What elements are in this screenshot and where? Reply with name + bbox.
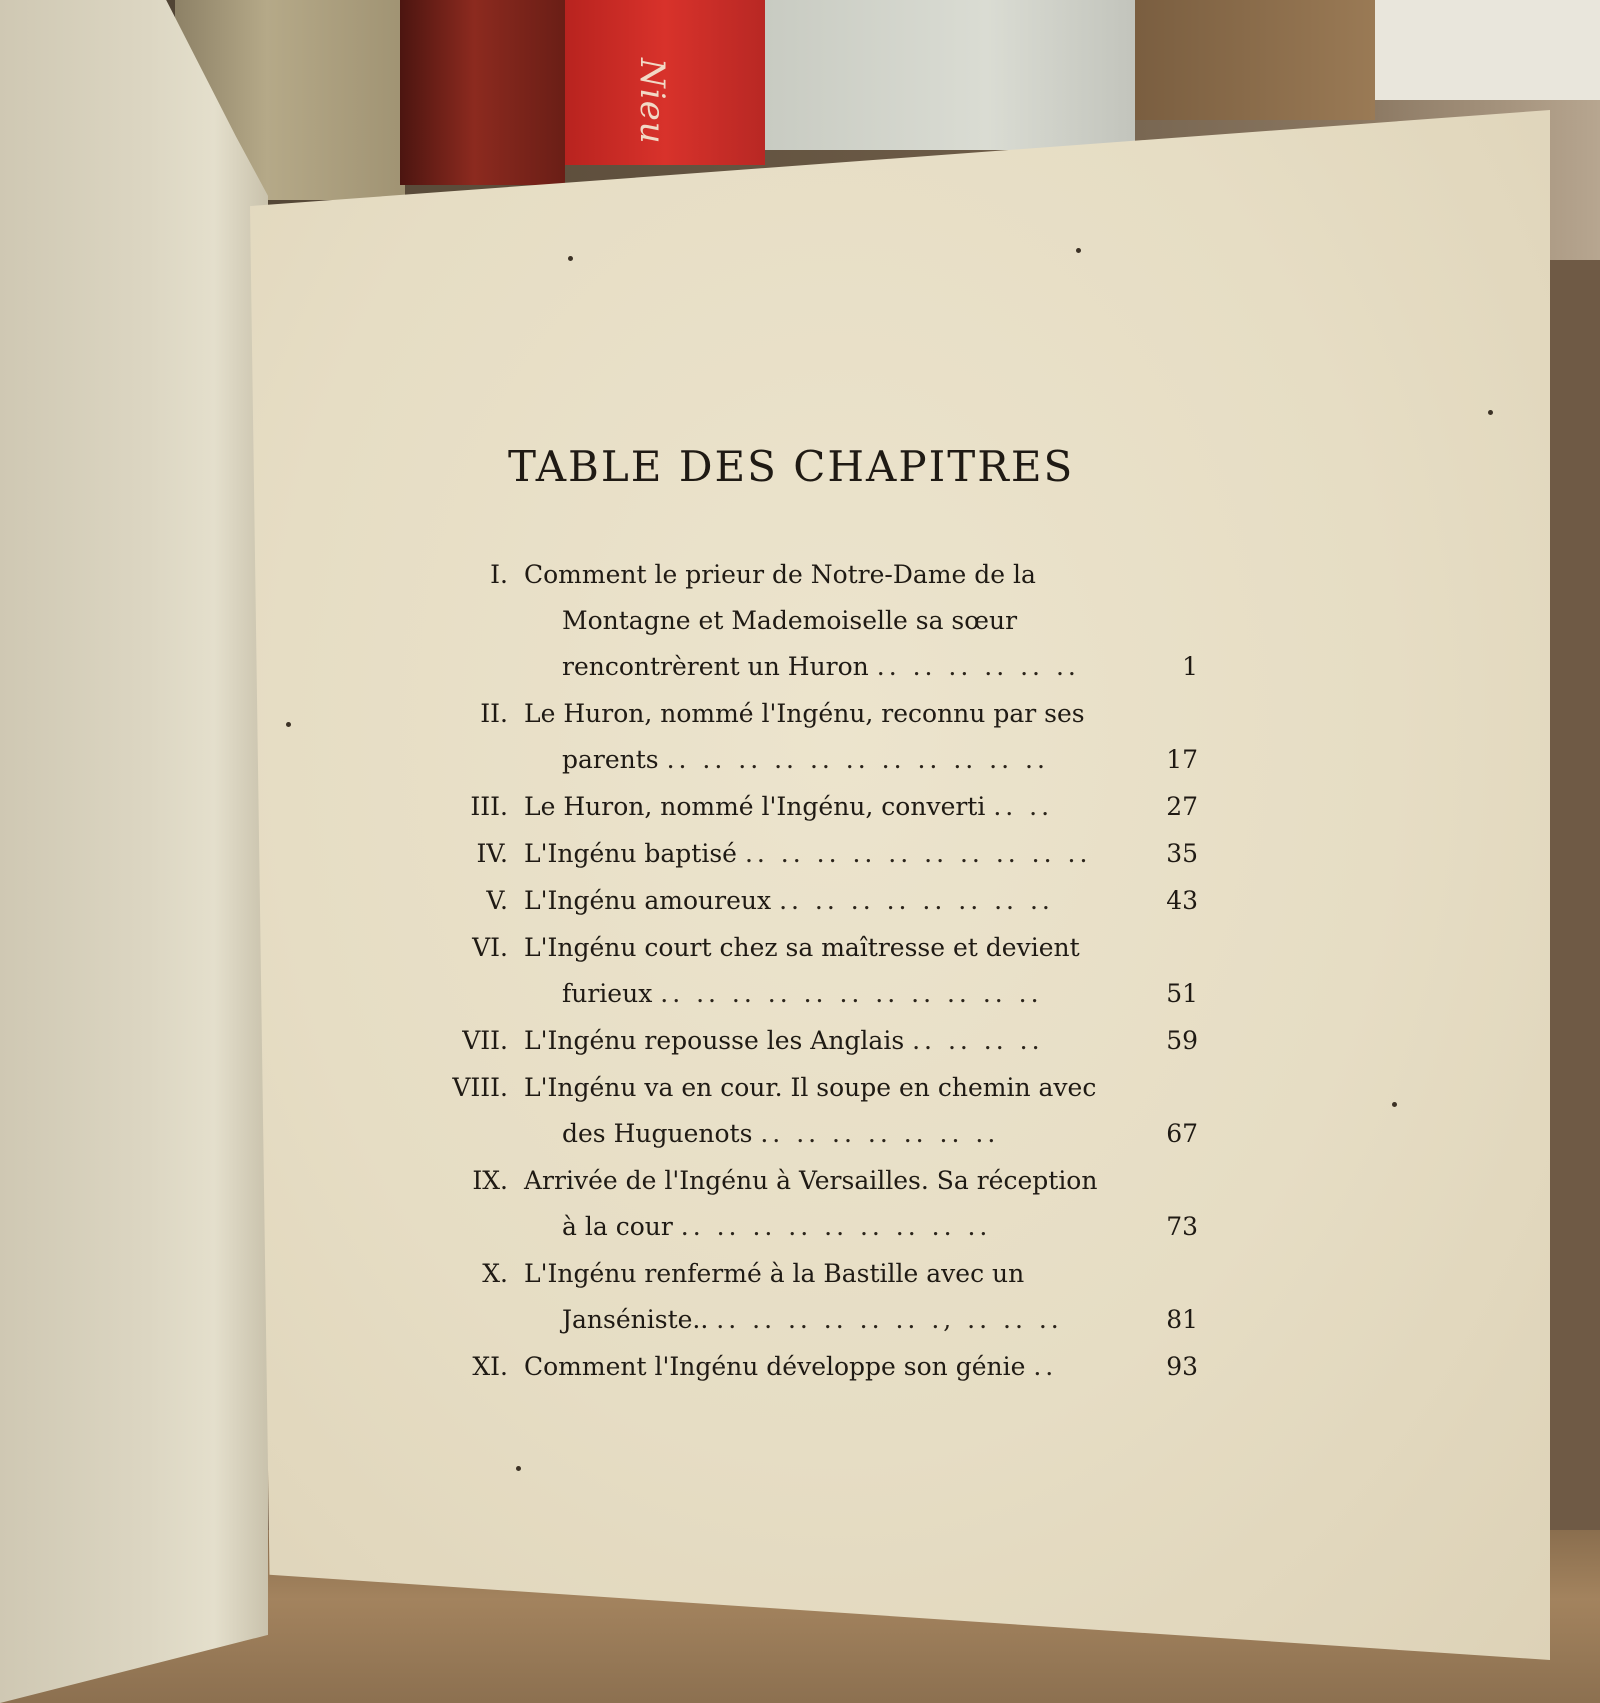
chapter-title: L'Ingénu court chez sa maîtresse et devient furieux (524, 933, 1080, 1008)
toc-entry (408, 691, 1198, 783)
toc-entry (408, 1251, 1198, 1343)
dot-leader: .. .. (993, 792, 1054, 821)
page-number: 67 (1166, 1119, 1198, 1148)
toc-entry (408, 925, 1198, 1017)
toc-entry (408, 1018, 1198, 1064)
chapter-title: L'Ingénu va en cour. Il soupe en chemin avec des Huguenots (524, 1073, 1097, 1148)
page-number: 73 (1166, 1212, 1198, 1241)
chapter-title: Arrivée de l'Ingénu à Versailles. Sa réception à la cour (524, 1166, 1098, 1241)
chapter-number: I. (490, 560, 508, 589)
chapter-number: IV. (476, 839, 508, 868)
page-number: 51 (1166, 979, 1198, 1008)
chapter-number: VIII. (452, 1073, 508, 1102)
dot-leader: .. .. .. .. .. .. .. .. .. .. (744, 839, 1092, 868)
toc-entry (408, 552, 1198, 690)
dot-leader: .. .. .. .. .. .. .. .. (779, 886, 1054, 915)
chapter-number: VI. (472, 933, 508, 962)
page-number: 27 (1166, 792, 1198, 821)
dot-leader: .. .. .. .. .. .. .. .. .. (680, 1212, 992, 1241)
chapter-number: XI. (472, 1352, 508, 1381)
chapter-number: III. (470, 792, 508, 821)
page-number: 93 (1166, 1352, 1198, 1381)
chapter-number: IX. (472, 1166, 508, 1195)
dot-leader: .. .. .. .. .. .. (876, 652, 1080, 681)
chapter-title: Comment l'Ingénu développe son génie (524, 1352, 1026, 1381)
toc-entry (408, 878, 1198, 924)
dot-leader: .. .. .. .. .. .. ., .. .. .. (716, 1305, 1063, 1334)
chapter-title: Le Huron, nommé l'Ingénu, converti (524, 792, 986, 821)
toc-entry (408, 831, 1198, 877)
chapter-title: L'Ingénu renfermé à la Bastille avec un Janséniste.. (524, 1259, 1025, 1334)
chapter-number: VII. (462, 1026, 508, 1055)
toc-entry (408, 1344, 1198, 1390)
toc-entry (408, 784, 1198, 830)
page-number: 81 (1166, 1305, 1198, 1334)
page-number: 43 (1166, 886, 1198, 915)
dot-leader: .. .. .. .. .. .. .. (760, 1119, 1000, 1148)
page-number: 17 (1166, 745, 1198, 774)
toc-entry (408, 1065, 1198, 1157)
chapter-title: Le Huron, nommé l'Ingénu, reconnu par ses parents (524, 699, 1085, 774)
chapter-number: II. (480, 699, 508, 728)
toc-entry (408, 1158, 1198, 1250)
dot-leader: .. (1033, 1352, 1058, 1381)
book-spine-title: Nieu (632, 58, 672, 145)
page-number: 1 (1182, 652, 1198, 681)
dot-leader: .. .. .. .. .. .. .. .. .. .. .. (660, 979, 1043, 1008)
dot-leader: .. .. .. .. .. .. .. .. .. .. .. (666, 745, 1049, 774)
table-of-contents (408, 552, 1198, 1391)
chapter-title: L'Ingénu baptisé (524, 839, 737, 868)
page-title: TABLE DES CHAPITRES (508, 442, 1075, 491)
chapter-title: L'Ingénu repousse les Anglais (524, 1026, 905, 1055)
chapter-title: L'Ingénu amoureux (524, 886, 772, 915)
chapter-title: Comment le prieur de Notre-Dame de la Montagne et Mademoiselle sa sœur rencontrèrent un Huron (524, 560, 1036, 681)
dot-leader: .. .. .. .. (912, 1026, 1044, 1055)
chapter-number: V. (486, 886, 508, 915)
page-number: 35 (1166, 839, 1198, 868)
page-number: 59 (1166, 1026, 1198, 1055)
chapter-number: X. (482, 1259, 508, 1288)
